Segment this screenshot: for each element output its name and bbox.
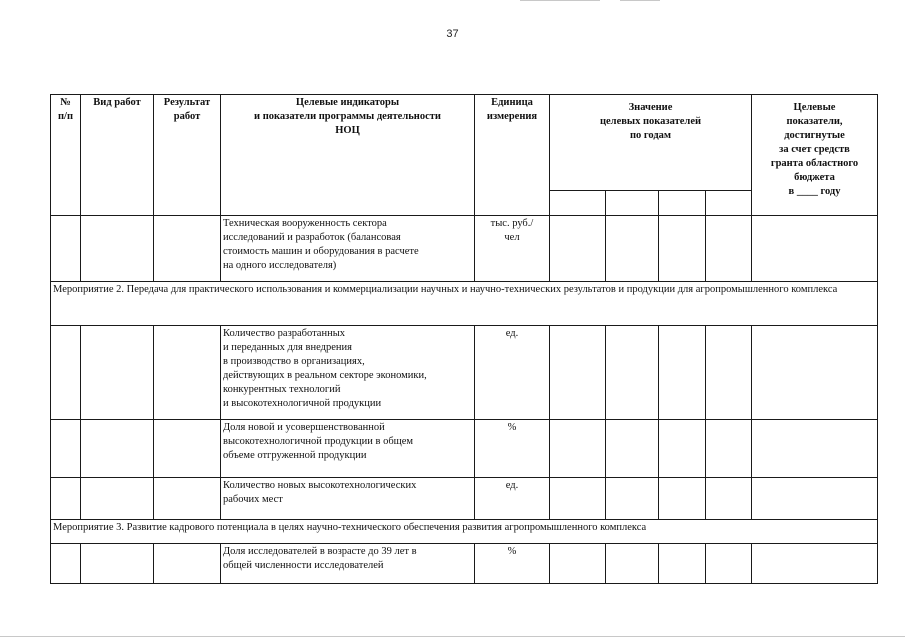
scan-line-bottom [0, 636, 905, 637]
event-row [51, 520, 878, 544]
table-row [51, 420, 878, 478]
header-num: № п/п [51, 95, 81, 216]
indicator-cell: Доля новой и усовершенствованной высокотехнологичной продукции в общем объеме отгруженной продукции [221, 420, 475, 478]
unit-cell: ед. [475, 326, 550, 420]
scan-line-top-right [620, 0, 660, 1]
year-cell [606, 191, 659, 216]
header-unit: Единица измерения [475, 95, 550, 216]
header-values: Значение целевых показателей по годам [550, 95, 752, 191]
year-cell [706, 191, 752, 216]
header-result: Результат работ [154, 95, 221, 216]
page-number: 37 [446, 28, 459, 40]
indicator-cell: Количество новых высокотехнологических рабочих мест [221, 478, 475, 520]
table-row [51, 326, 878, 420]
indicator-cell: Техническая вооруженность сектора исследований и разработок (балансовая стоимость машин и оборудования в расчете на одного исследователя) [221, 216, 475, 282]
year-cell [659, 191, 706, 216]
table-row [51, 478, 878, 520]
header-work-type: Вид работ [81, 95, 154, 216]
header-grant: Целевые показатели, достигнутые за счет средств гранта областного бюджета в ____ году [752, 95, 878, 216]
event-title: Мероприятие 2. Передача для практического использования и коммерциализации научных и научно-технических результатов и продукции для агропромышленного комплекса [51, 282, 878, 326]
indicators-table [50, 94, 878, 584]
scan-line-top [520, 0, 600, 1]
indicator-cell: Доля исследователей в возрасте до 39 лет в общей численности исследователей [221, 544, 475, 584]
year-cell [550, 191, 606, 216]
header-indicators: Целевые индикаторы и показатели программы деятельности НОЦ [221, 95, 475, 216]
event-title: Мероприятие 3. Развитие кадрового потенциала в целях научно-технического обеспечения развития агропромышленного комплекса [51, 520, 878, 544]
unit-cell: % [475, 420, 550, 478]
unit-cell: ед. [475, 478, 550, 520]
indicator-cell: Количество разработанных и переданных для внедрения в производство в организациях, действующих в реальном секторе экономики, конкурентных технологий и высокотехнологичной продукции [221, 326, 475, 420]
event-row [51, 282, 878, 326]
table-row [51, 544, 878, 584]
unit-cell: тыс. руб./ чел [475, 216, 550, 282]
unit-cell: % [475, 544, 550, 584]
table-row [51, 216, 878, 282]
